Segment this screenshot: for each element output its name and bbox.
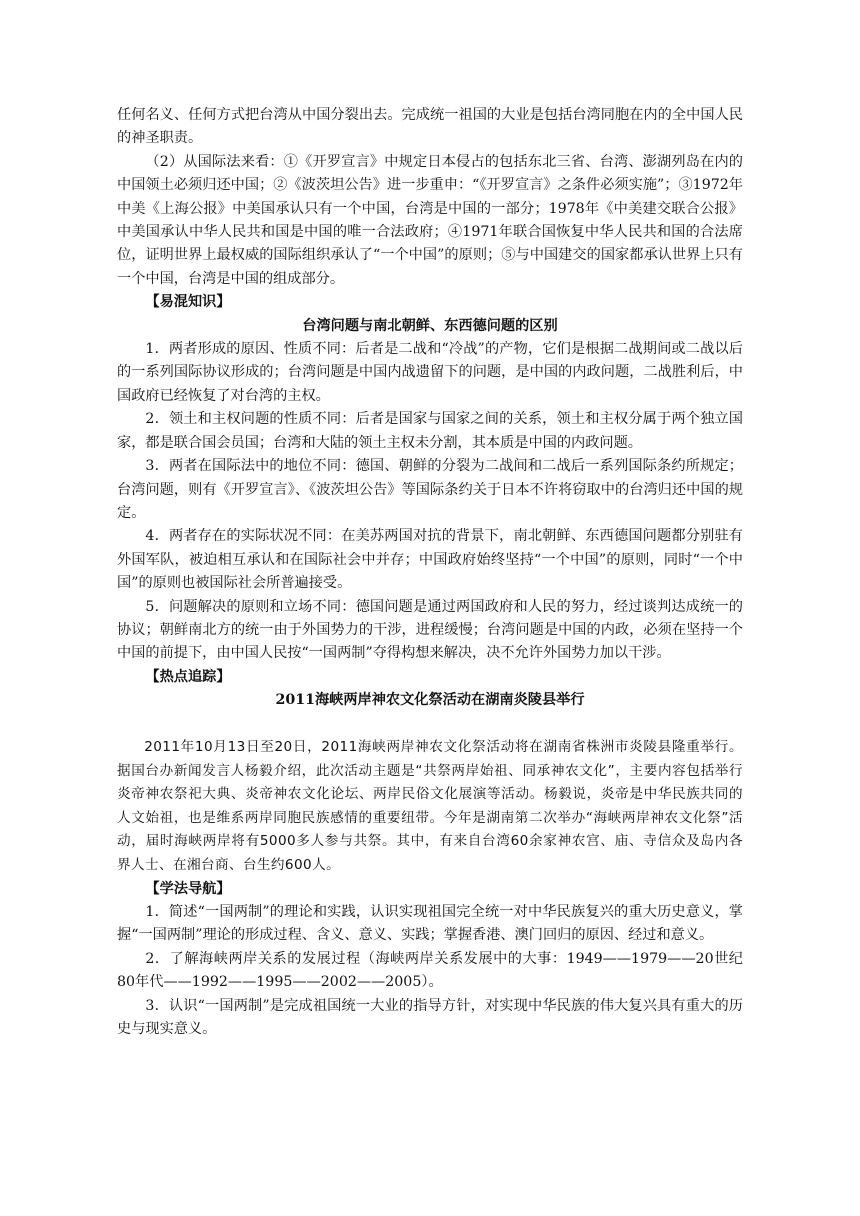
difference-item-2: 2．领土和主权问题的性质不同：后者是国家与国家之间的关系，领土和主权分属于两个独立国家，都是联合国会员国；台湾和大陆的领土主权未分割，其本质是中国的内政问题。 [117, 411, 743, 451]
method-item-1: 1．简述“一国两制”的理论和实践，认识实现祖国完全统一对中华民族复兴的重大历史意义，掌握“一国两制”理论的形成过程、含义、意义、实践；掌握香港、澳门回归的原因、经过和意义。 [117, 903, 743, 944]
difference-item-3: 3．两者在国际法中的地位不同：德国、朝鲜的分裂为二战间和二战后一系列国际条约所规定；台湾问题，则有《开罗宣言》、《波茨坦公告》等国际条约关于日本不许将窃取中的台湾归还中国的规定。 [117, 458, 743, 521]
hotspot-news [117, 736, 743, 878]
difference-item-5: 5．问题解决的原则和立场不同：德国问题是通过两国政府和人民的努力，经过谈判达成统一的协议；朝鲜南北方的统一由于外国势力的干涉，进程缓慢；台湾问题是中国的内政，必须在坚持一个中国的前提下，由中国人民按“一国两制”夺得构想来解决，决不允许外国势力加以干涉。 [117, 598, 743, 662]
difference-item-1: 1．两者形成的原因、性质不同：后者是二战和“冷战”的产物，它们是根据二战期间或二战以后的一系列国际协议形成的；台湾问题是中国内战遗留下的问题，是中国的内政问题，二战胜利后，中国政府已经恢复了对台湾的主权。 [117, 341, 743, 404]
document-page [117, 104, 743, 1041]
method-item-2: 2．了解海峡两岸关系的发展过程（海峡两岸关系发展中的大事：1949——1979——20世纪80年代——1992——1995——2002——2005）。 [117, 950, 743, 991]
method-item-3: 3．认识“一国两制”是完成祖国统一大业的指导方针，对实现中华民族的伟大复兴具有重大的历史与现实意义。 [117, 997, 743, 1037]
intro-continuation: 任何名义、任何方式把台湾从中国分裂出去。完成统一祖国的大业是包括台湾同胞在内的全中国人民的神圣职责。 [117, 107, 743, 147]
difference-item-4: 4．两者存在的实际状况不同：在美苏两国对抗的背景下，南北朝鲜、东西德国问题都分别驻有外国军队，被迫相互承认和在国际社会中并存；中国政府始终坚持“一个中国”的原则，同时“一个中国”的原则也被国际社会所普遍接受。 [117, 528, 743, 592]
hotspot-news-body: 2011年10月13日至20日，2011海峡两岸神农文化祭活动将在湖南省株洲市炎陵县隆重举行。据国台办新闻发言人杨毅介绍，此次活动主题是“共祭两岸始祖、同承神农文化”，主要内容包括举行炎帝神农祭祀大典、炎帝神农文化论坛、两岸民俗文化展演等活动。杨毅说，炎帝是中华民族共同的人文始祖，也是维系两岸同胞民族感情的重要纽带。今年是湖南第二次举办“海峡两岸神农文化祭”活动，届时海峡两岸将有5000多人参与共祭。其中，有来自台湾60余家神农宫、庙、寺信众及岛内各界人士、在湘台商、台生约600人。 [117, 738, 743, 873]
international-law-paragraph: （2）从国际法来看：①《开罗宣言》中规定日本侵占的包括东北三省、台湾、澎湖列岛在内的中国领土必须归还中国；②《波茨坦公告》进一步重申：“《开罗宣言》之条件必须实施”；③1972年中美《上海公报》中美国承认只有一个中国，台湾是中国的一部分；1978年《中美建交联合公报》中美国承认中华人民共和国是中国的唯一合法政府；④1971年联合国恢复中华人民共和国的合法席位，证明世界上最权威的国际组织承认了“一个中国”的原则；⑤与中国建交的国家都承认世界上只有一个中国，台湾是中国的组成部分。 [117, 153, 743, 287]
confusing-knowledge-title: 台湾问题与南北朝鲜、东西德问题的区别 [302, 317, 558, 334]
hotspot-title: 2011海峡两岸神农文化祭活动在湖南炎陵县举行 [275, 692, 585, 709]
confusing-knowledge-label: 【易混知识】 [145, 294, 231, 311]
method-guide-label: 【学法导航】 [145, 880, 231, 897]
hotspot-label: 【热点追踪】 [145, 668, 231, 685]
blank-line [117, 713, 743, 736]
